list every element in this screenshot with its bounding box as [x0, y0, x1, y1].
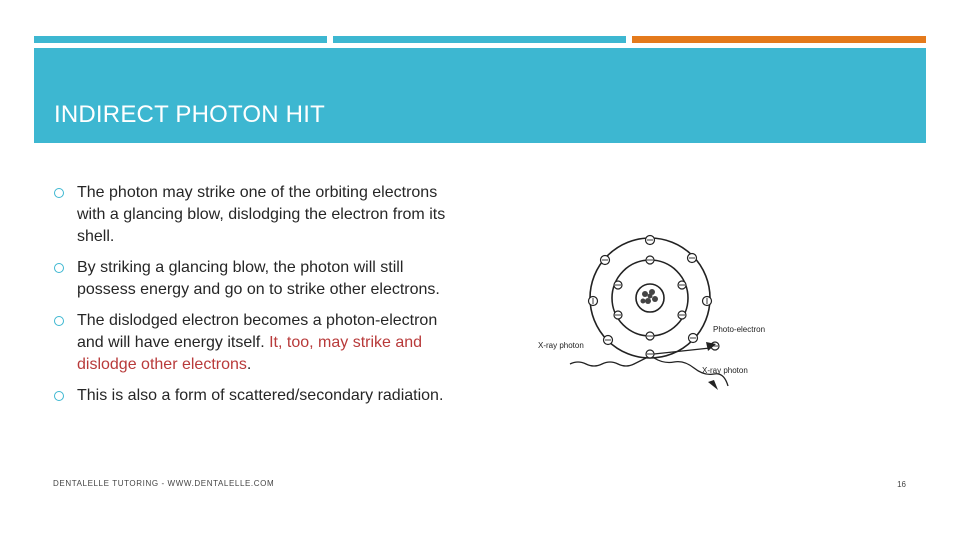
bullet-item [54, 310, 454, 376]
bullet-item [54, 385, 454, 407]
photo-electron-label: Photo-electron [713, 325, 766, 334]
page-number: 16 [897, 480, 906, 489]
bullet-circle-icon [54, 263, 64, 273]
bullet-text-tail: . [246, 356, 252, 373]
slide-title: INDIRECT PHOTON HIT [54, 101, 325, 128]
incoming-photon-wave [570, 358, 646, 366]
bullet-text: The photon may strike one of the orbiting electrons with a glancing blow, dislodging the electron from its shell. [77, 184, 446, 245]
bullet-list [54, 182, 454, 416]
bullet-item [54, 257, 454, 301]
top-accent-bar-1 [34, 36, 327, 43]
bullet-text: The dislodged electron becomes a photon-electron and will have energy itself. [77, 312, 438, 351]
xray-out-label: X-ray photon [702, 366, 748, 375]
bullet-text: By striking a glancing blow, the photon will still possess energy and go on to strike other electrons. [77, 259, 440, 298]
footer-text: DENTALELLE TUTORING - WWW.DENTALELLE.COM [53, 479, 275, 488]
top-accent-bar-2 [333, 36, 626, 43]
title-banner [34, 48, 926, 143]
bullet-text: This is also a form of scattered/secondary radiation. [77, 387, 444, 404]
bullet-circle-icon [54, 391, 64, 401]
bullet-circle-icon [54, 316, 64, 326]
atom-diagram [530, 230, 790, 395]
bullet-highlight-text: It, too, may strike and dislodge other electrons [77, 334, 423, 373]
xray-in-label: X-ray photon [538, 341, 584, 350]
bullet-item [54, 182, 454, 248]
top-accent-bar-3 [632, 36, 926, 43]
bullet-circle-icon [54, 188, 64, 198]
